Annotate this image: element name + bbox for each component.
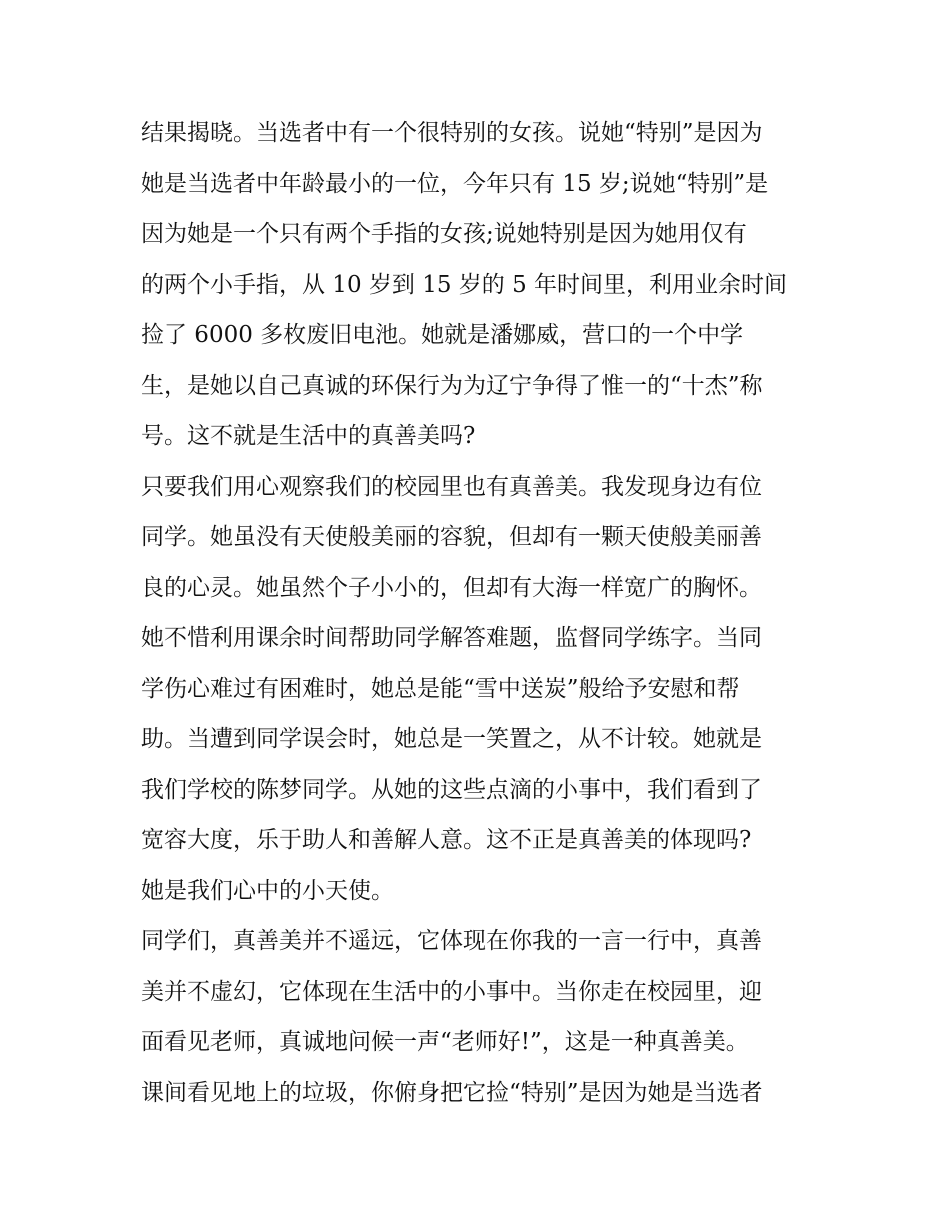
text-line: 同学们，真善美并不遥远，它体现在你我的一言一行中，真善 xyxy=(141,928,762,954)
text-line: 美并不虚幻，它体现在生活中的小事中。当你走在校园里，迎 xyxy=(141,978,762,1005)
text-line: 的两个小手指，从 10 岁到 15 岁的 5 年时间里，利用业余时间 xyxy=(141,271,788,298)
body-text xyxy=(141,108,821,1118)
text-line: 她是当选者中年龄最小的一位，今年只有 15 岁;说她“特别”是 xyxy=(141,170,769,197)
text-line: 学伤心难过有困难时，她总是能“雪中送炭”般给予安慰和帮 xyxy=(141,675,740,702)
text-line: 结果揭晓。当选者中有一个很特别的女孩。说她“特别”是因为 xyxy=(141,120,763,146)
text-line: 良的心灵。她虽然个子小小的，但却有大海一样宽广的胸怀。 xyxy=(141,574,762,601)
text-line: 捡了 6000 多枚废旧电池。她就是潘娜威，营口的一个中学 xyxy=(141,322,744,348)
text-line: 课间看见地上的垃圾，你俯身把它捡“特别”是因为她是当选者 xyxy=(141,1079,763,1106)
text-line: 她不惜利用课余时间帮助同学解答难题，监督同学练字。当同 xyxy=(141,625,762,651)
text-line: 她是我们心中的小天使。 xyxy=(141,877,394,904)
text-line: 生，是她以自己真诚的环保行为为辽宁争得了惟一的“十杰”称 xyxy=(141,372,763,399)
text-line: 只要我们用心观察我们的校园里也有真善美。我发现身边有位 xyxy=(141,473,762,500)
text-line: 因为她是一个只有两个手指的女孩;说她特别是因为她用仅有 xyxy=(141,221,747,247)
text-line: 面看见老师，真诚地问候一声“老师好!”，这是一种真善美。 xyxy=(141,1029,749,1055)
text-line: 宽容大度，乐于助人和善解人意。这不正是真善美的体现吗? xyxy=(141,827,752,853)
text-line: 助。当遭到同学误会时，她总是一笑置之，从不计较。她就是 xyxy=(141,726,762,752)
text-line: 同学。她虽没有天使般美丽的容貌，但却有一颗天使般美丽善 xyxy=(141,524,762,550)
text-line: 我们学校的陈梦同学。从她的这些点滴的小事中，我们看到了 xyxy=(141,776,762,803)
text-line: 号。这不就是生活中的真善美吗? xyxy=(141,423,476,449)
